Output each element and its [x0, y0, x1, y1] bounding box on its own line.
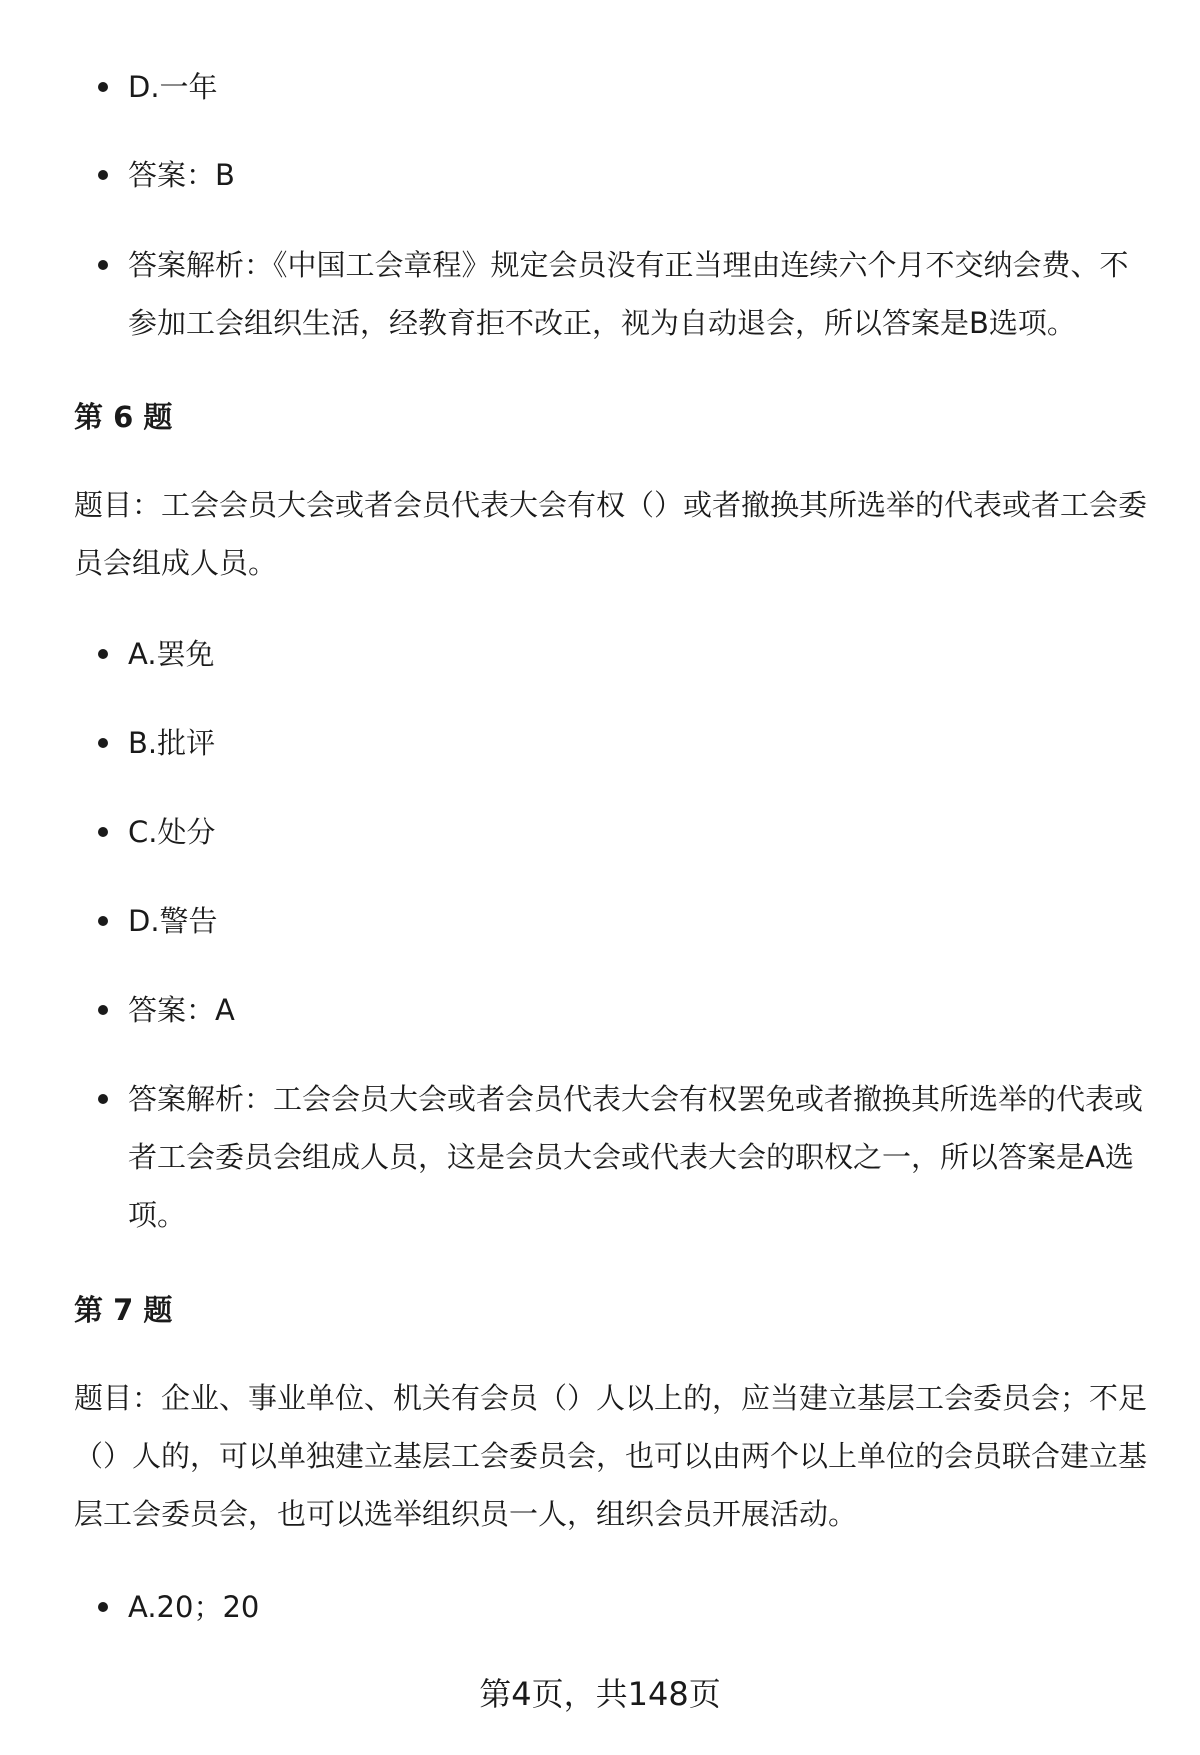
- bullet-icon: [98, 916, 108, 926]
- bullet-icon: [98, 1602, 108, 1612]
- option-text: B.批评: [128, 726, 216, 760]
- option-d-text: D.一年: [128, 70, 218, 104]
- answer-text: 答案：A: [128, 993, 235, 1027]
- page-footer: 第4页，共148页: [479, 1675, 721, 1713]
- list-item: [128, 236, 1148, 352]
- question-text: 题目：工会会员大会或者会员代表大会有权（）或者撤换其所选举的代表或者工会委员会组成人员。: [74, 488, 1148, 580]
- list-item: [128, 58, 1148, 116]
- question-heading: 第 7 题: [74, 1293, 173, 1327]
- list-item: [128, 146, 1148, 204]
- list-item: [128, 714, 1148, 772]
- bullet-icon: [98, 1005, 108, 1015]
- bullet-icon: [98, 649, 108, 659]
- option-text: A.20；20: [128, 1590, 260, 1624]
- bullet-icon: [98, 827, 108, 837]
- list-item: [128, 981, 1148, 1039]
- option-text: D.警告: [128, 904, 218, 938]
- bullet-icon: [98, 738, 108, 748]
- analysis-text: 答案解析：工会会员大会或者会员代表大会有权罢免或者撤换其所选举的代表或者工会委员会组成人员，这是会员大会或代表大会的职权之一，所以答案是A选项。: [128, 1082, 1144, 1232]
- list-item: [128, 803, 1148, 861]
- analysis-text: 答案解析：《中国工会章程》规定会员没有正当理由连续六个月不交纳会费、不参加工会组织生活，经教育拒不改正，视为自动退会，所以答案是B选项。: [128, 248, 1129, 340]
- question-heading: 第 6 题: [74, 400, 173, 434]
- list-item: [128, 892, 1148, 950]
- answer-text: 答案：B: [128, 158, 235, 192]
- bullet-icon: [98, 1094, 108, 1104]
- bullet-icon: [98, 82, 108, 92]
- list-item: [128, 1578, 1148, 1636]
- list-item: [128, 625, 1148, 683]
- bullet-icon: [98, 170, 108, 180]
- option-text: C.处分: [128, 815, 216, 849]
- question-text: 题目：企业、事业单位、机关有会员（）人以上的，应当建立基层工会委员会；不足（）人的，可以单独建立基层工会委员会，也可以由两个以上单位的会员联合建立基层工会委员会，也可以选举组织员一人，组织会员开展活动。: [74, 1381, 1148, 1531]
- bullet-icon: [98, 260, 108, 270]
- option-text: A.罢免: [128, 637, 215, 671]
- list-item: [128, 1070, 1148, 1244]
